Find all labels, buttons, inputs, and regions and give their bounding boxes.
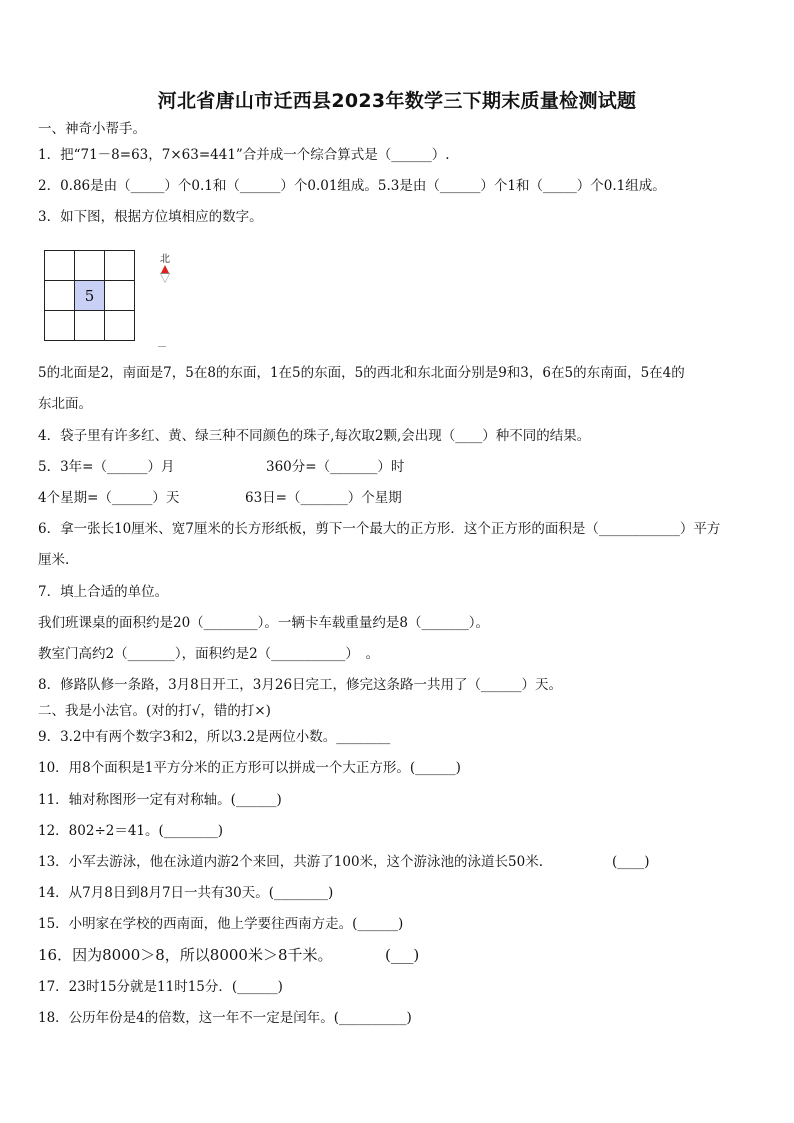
grid-cell [105, 281, 135, 311]
question-15: 15．小明家在学校的西南面，他上学要往西南方走。(______) [38, 916, 404, 932]
question-1: 1．把“71－8=63，7×63=441”合并成一个综合算式是（______）. [38, 147, 450, 163]
grid-center-cell: 5 [75, 281, 105, 311]
grid-cell [75, 311, 105, 341]
grid-cell [105, 251, 135, 281]
question-7-part-a: 我们班课桌的面积约是20（________）。一辆卡车载重量约是8（_______）。 [38, 615, 490, 631]
question-7-part-b: 教室门高约2（_______），面积约是2（___________） 。 [38, 646, 380, 662]
question-16-answer-blank: (___) [385, 946, 420, 964]
compass-north-label: 北 [160, 254, 170, 265]
direction-grid [44, 250, 135, 341]
question-3: 3．如下图，根据方位填相应的数字。 [38, 209, 263, 225]
grid-cell [45, 251, 75, 281]
grid-cell [45, 281, 75, 311]
north-compass-icon [158, 250, 174, 290]
question-16: 16．因为8000＞8，所以8000米＞8千米。 [38, 946, 333, 964]
question-3-description-line1: 5的北面是2，南面是7，5在8的东面，1在5的东面，5的西北和东北面分别是9和3，6在5的东南面，5在4的 [38, 365, 685, 381]
section-heading-1: 一、神奇小帮手。 [38, 121, 146, 137]
grid-cell [105, 311, 135, 341]
question-5-part-b: 360分=（_______）时 [266, 459, 405, 475]
compass-arrow-down [161, 274, 169, 282]
question-5-part-c: 4个星期=（______）天 [38, 490, 180, 506]
question-18: 18．公历年份是4的倍数，这一年不一定是闰年。(__________) [38, 1010, 412, 1026]
question-9: 9．3.2中有两个数字3和2，所以3.2是两位小数。________ [38, 729, 391, 745]
question-3-description-line2: 东北面。 [38, 396, 92, 412]
question-5-part-d: 63日=（_______）个星期 [245, 490, 402, 506]
question-6-line1: 6．拿一张长10厘米、宽7厘米的长方形纸板，剪下一个最大的正方形．这个正方形的面积是（____________）平方 [38, 521, 721, 537]
question-2: 2．0.86是由（_____）个0.1和（______）个0.01组成。5.3是由（______）个1和（_____）个0.1组成。 [38, 178, 666, 194]
question-5-part-a: 5．3年=（______）月 [38, 459, 175, 475]
question-10: 10．用8个面积是1平方分米的正方形可以拼成一个大正方形。(______) [38, 760, 461, 776]
question-17: 17．23时15分就是11时15分．(______) [38, 979, 283, 995]
grid-cell [75, 251, 105, 281]
question-8: 8．修路队修一条路，3月8日开工，3月26日完工，修完这条路一共用了（______）天。 [38, 677, 563, 693]
compass-arrow-up [161, 265, 169, 273]
section-heading-2: 二、我是小法官。(对的打√，错的打×) [38, 703, 271, 719]
divider-tick [158, 346, 166, 347]
grid-cell [45, 311, 75, 341]
question-13-answer-blank: (____) [612, 854, 650, 870]
question-13: 13．小军去游泳，他在泳道内游2个来回，共游了100米，这个游泳池的泳道长50米. [38, 854, 544, 870]
question-14: 14．从7月8日到8月7日一共有30天。(________) [38, 885, 334, 901]
question-4: 4．袋子里有许多红、黄、绿三种不同颜色的珠子,每次取2颗,会出现（____）种不同的结果。 [38, 428, 591, 444]
question-11: 11．轴对称图形一定有对称轴。(______) [38, 792, 282, 808]
question-7: 7．填上合适的单位。 [38, 584, 169, 600]
page-title: 河北省唐山市迁西县2023年数学三下期末质量检测试题 [157, 90, 637, 112]
question-6-line2: 厘米. [38, 552, 70, 568]
question-12: 12．802÷2＝41。(________) [38, 823, 224, 839]
